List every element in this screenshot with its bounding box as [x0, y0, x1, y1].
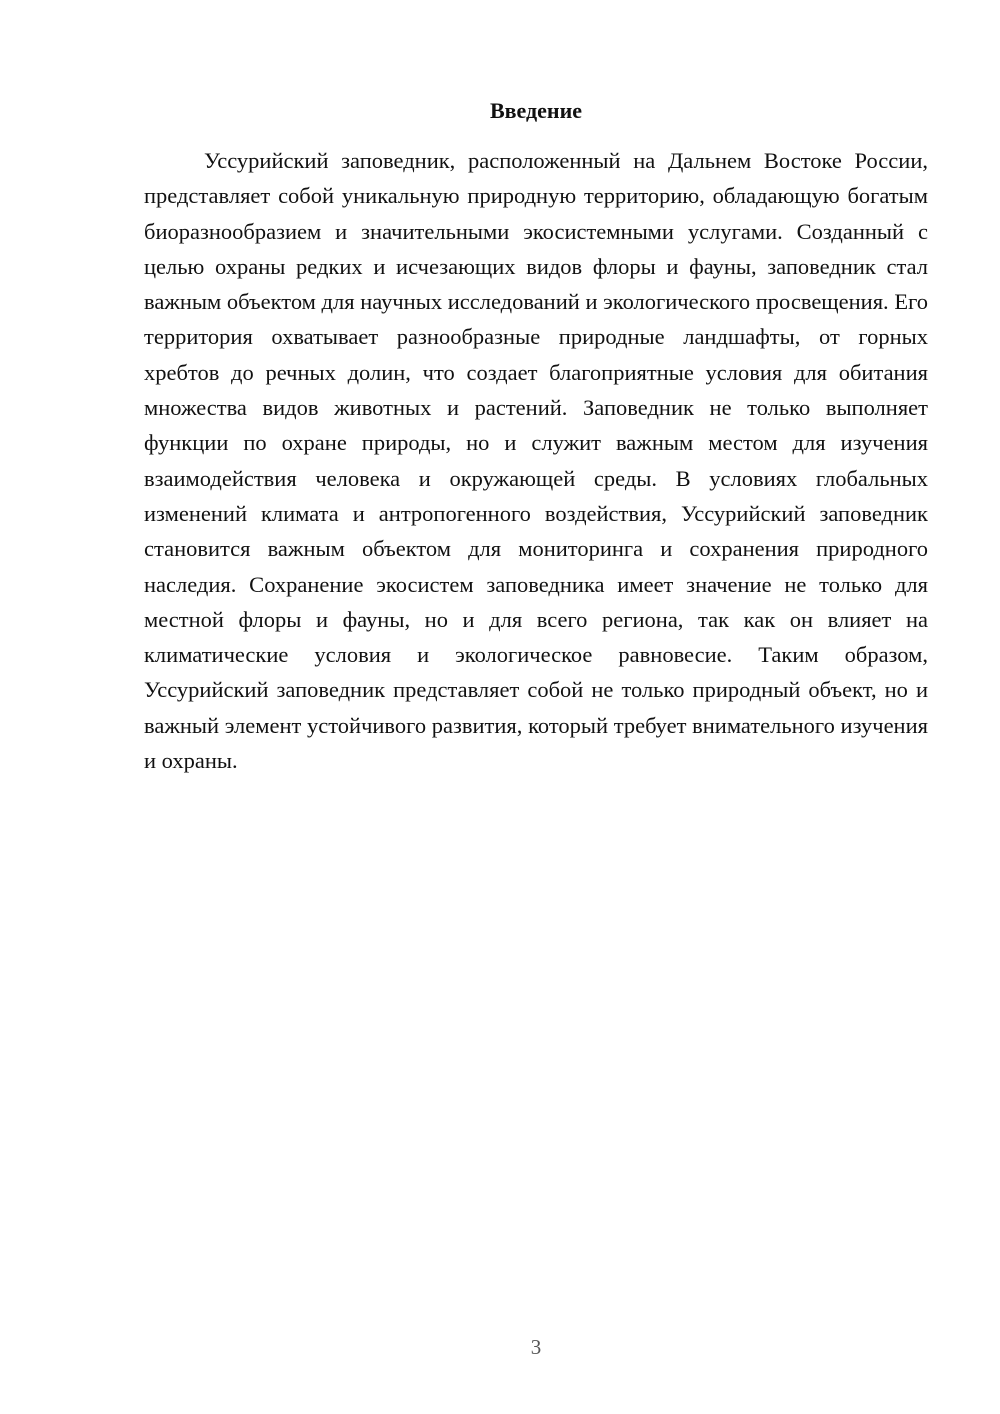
- section-heading: Введение: [489, 98, 583, 123]
- page-number: 3: [530, 1335, 542, 1359]
- intro-paragraph: Уссурийский заповедник, расположенный на Дальнем Востоке России, представляет собой уникальную природную территорию, обладающую богатым биоразнообразием и значительными экосистемными услугами. Созданный с целью охраны редких и исчезающих видов флоры и фауны, заповедник стал важным объектом для научных исследований и экологического просвещения. Его территория охватывает разнообразные природные ландшафты, от горных хребтов до речных долин, что создает благоприятные условия для обитания множества видов животных и растений. Заповедник не только выполняет функции по охране природы, но и служит важным местом для изучения взаимодействия человека и окружающей среды. В условиях глобальных изменений климата и антропогенного воздействия, Уссурийский заповедник становится важным объектом для мониторинга и сохранения природного наследия. Сохранение экосистем заповедника имеет значение не только для местной флоры и фауны, но и для всего региона, так как он влияет на климатические условия и экологическое равновесие. Таким образом, Уссурийский заповедник представляет собой не только природный объект, но и важный элемент устойчивого развития, который требует внимательного изучения и охраны.: [144, 148, 928, 774]
